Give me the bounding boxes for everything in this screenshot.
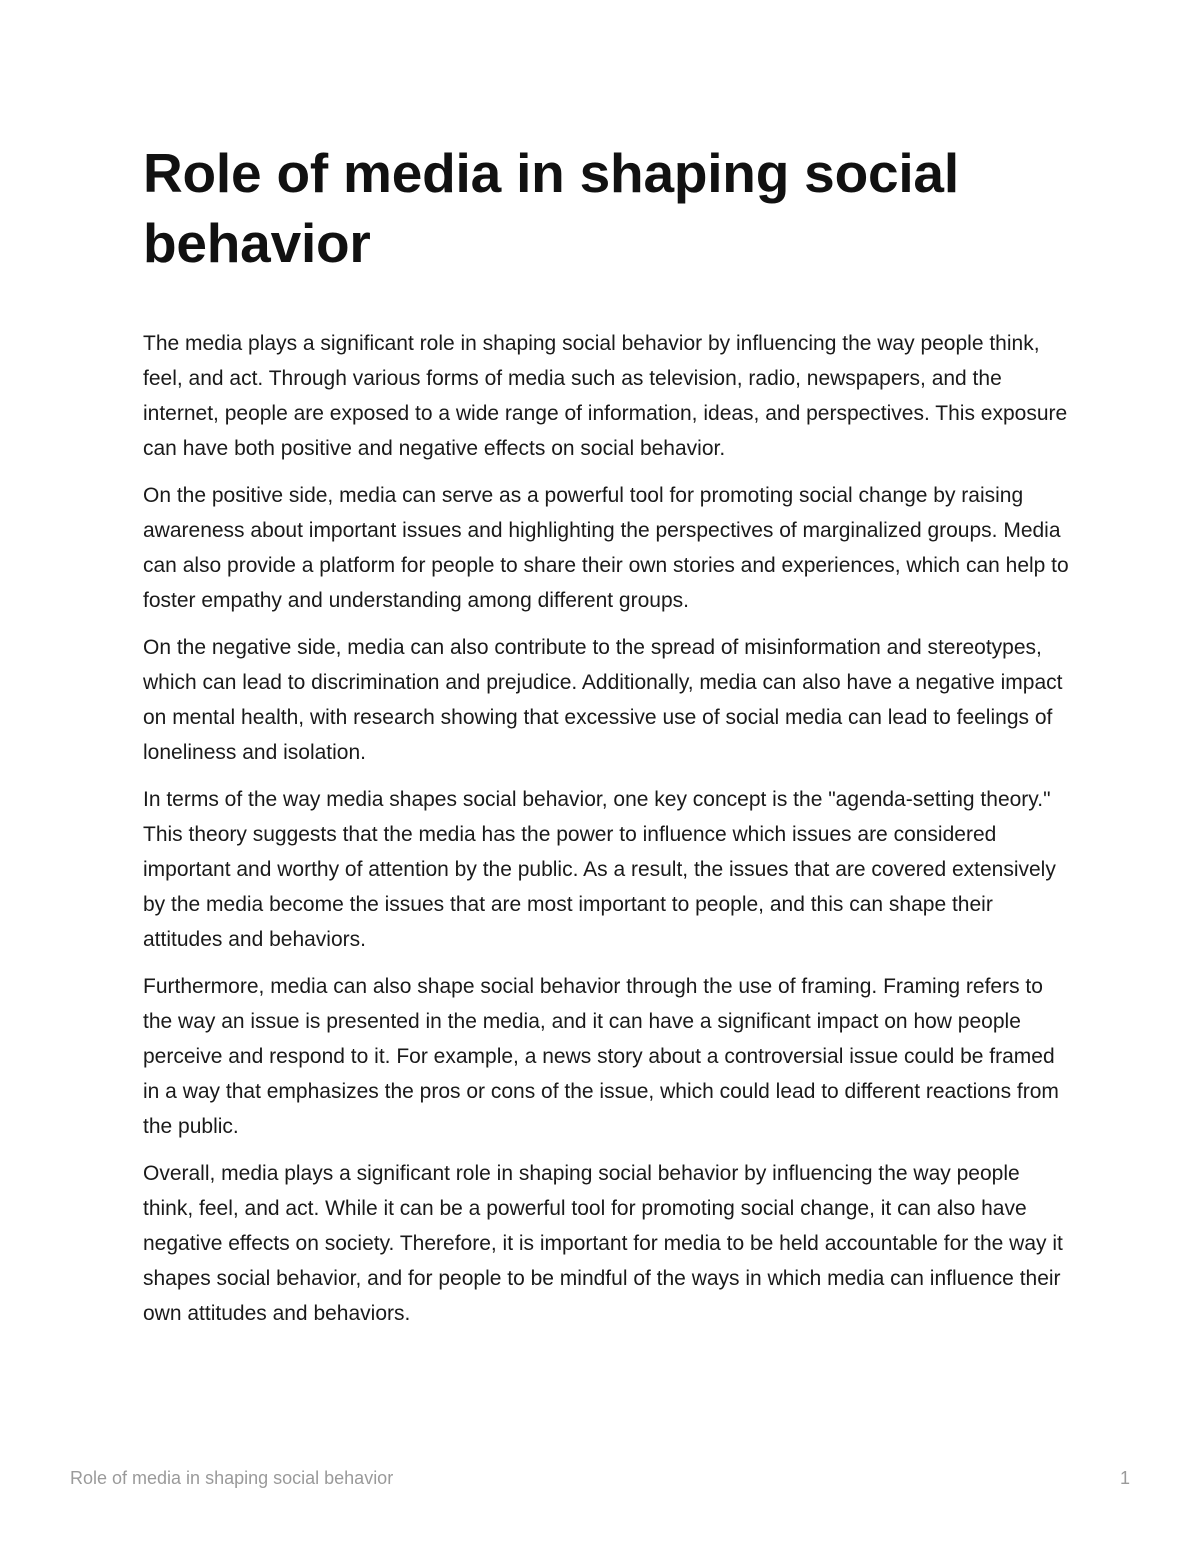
footer-page-number: 1	[1119, 1468, 1130, 1488]
paragraph-agenda-setting: In terms of the way media shapes social behavior, one key concept is the "agenda-setting theory." This theory suggests that the media has the power to influence which issues are considered important and worthy of attention by the public. As a result, the issues that are covered extensively by the media become the issues that are most important to people, and this can shape their attitudes and behaviors.	[143, 788, 1056, 951]
footer-document-title: Role of media in shaping social behavior	[70, 1468, 394, 1488]
paragraph-framing: Furthermore, media can also shape social behavior through the use of framing. Framing refers to the way an issue is presented in the media, and it can have a significant impact on how people perceive and respond to it. For example, a news story about a controversial issue could be framed in a way that emphasizes the pros or cons of the issue, which could lead to different reactions from the public.	[143, 975, 1059, 1138]
paragraph-positive-side: On the positive side, media can serve as a powerful tool for promoting social change by raising awareness about important issues and highlighting the perspectives of marginalized groups. Media can also provide a platform for people to share their own stories and experiences, which can help to foster empathy and understanding among different groups.	[143, 484, 1069, 612]
paragraph-intro: The media plays a significant role in shaping social behavior by influencing the way people think, feel, and act. Through various forms of media such as television, radio, newspapers, and the internet, people are exposed to a wide range of information, ideas, and perspectives. This exposure can have both positive and negative effects on social behavior.	[143, 332, 1068, 460]
document-title: Role of media in shaping social behavior	[143, 142, 959, 274]
paragraph-negative-side: On the negative side, media can also contribute to the spread of misinformation and stereotypes, which can lead to discrimination and prejudice. Additionally, media can also have a negative impact on mental health, with research showing that excessive use of social media can lead to feelings of loneliness and isolation.	[143, 636, 1063, 764]
document-body	[143, 138, 1073, 1343]
paragraph-conclusion: Overall, media plays a significant role in shaping social behavior by influencing the way people think, feel, and act. While it can be a powerful tool for promoting social change, it can also have negative effects on society. Therefore, it is important for media to be held accountable for the way it shapes social behavior, and for people to be mindful of the ways in which media can influence their own attitudes and behaviors.	[143, 1162, 1063, 1325]
